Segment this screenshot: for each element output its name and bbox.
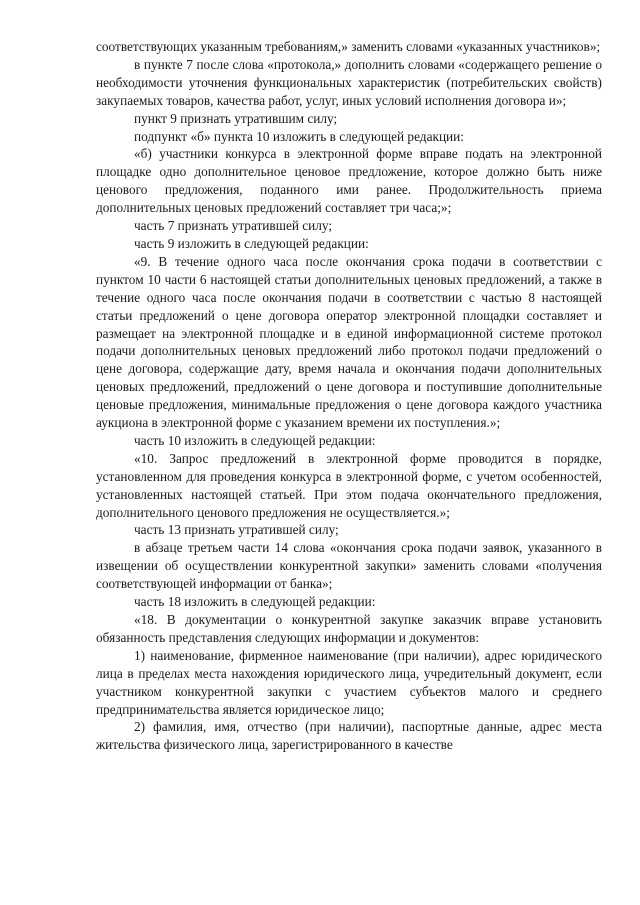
paragraph: «18. В документации о конкурентной закупке заказчик вправе установить обязанность представления следующих информации и документов:	[96, 612, 602, 645]
paragraph: подпункт «б» пункта 10 изложить в следующей редакции:	[134, 128, 464, 144]
paragraph: «10. Запрос предложений в электронной форме проводится в порядке, установленном для проведения конкурса в электронной форме, с учетом особенностей, установленных настоящей статьей. При этом подача окончательного предложения, дополнительного ценового предложения не осуществляется.»;	[96, 450, 602, 520]
document-body	[96, 38, 602, 754]
paragraph: часть 7 признать утратившей силу;	[134, 218, 333, 234]
paragraph: пункт 9 признать утратившим силу;	[134, 110, 338, 126]
paragraph: «б) участники конкурса в электронной форме вправе подать на электронной площадке одно дополнительное ценовое предложение, которое должно быть ниже ценового предложения, поданного ими ранее. Продолжительность приема дополнительных ценовых предложений составляет три часа;»;	[96, 146, 602, 216]
paragraph: в пункте 7 после слова «протокола,» дополнить словами «содержащего решение о необходимости уточнения функциональных характеристик (потребительских свойств) закупаемых товаров, качества работ, услуг, иных условий исполнения договора и»;	[96, 56, 602, 108]
paragraph: часть 9 изложить в следующей редакции:	[134, 235, 369, 251]
paragraph: «9. В течение одного часа после окончания срока подачи в соответствии с пунктом 10 части 6 настоящей статьи дополнительных ценовых предложений, а также в течение одного часа после окончания подачи в соответствии с частью 8 настоящей статьи предложений о цене договора оператор электронной площадки составляет и размещает на электронной площадке и в единой информационной системе протокол подачи дополнительных ценовых предложений либо протокол подачи предложений о цене договора, содержащие дату, время начала и окончания подачи дополнительных ценовых предложений, предложений о цене договора и поступившие дополнительные ценовые предложения, минимальные предложения о цене договора каждого участника аукциона в электронной форме с указанием времени их поступления.»;	[96, 253, 602, 431]
paragraph: часть 18 изложить в следующей редакции:	[134, 594, 376, 610]
paragraph: 1) наименование, фирменное наименование (при наличии), адрес юридического лица в пределах места нахождения юридического лица, учредительный документ, если участником конкурентной закупки с участием субъектов малого и среднего предпринимательства является юридическое лицо;	[96, 647, 602, 717]
paragraph: 2) фамилия, имя, отчество (при наличии), паспортные данные, адрес места жительства физического лица, зарегистрированного в качестве	[96, 719, 602, 753]
paragraph: соответствующих указанным требованиям,» заменить словами «указанных участников»;	[96, 39, 601, 54]
paragraph: часть 13 признать утратившей силу;	[134, 522, 339, 538]
paragraph: часть 10 изложить в следующей редакции:	[134, 432, 376, 448]
paragraph: в абзаце третьем части 14 слова «окончания срока подачи заявок, указанного в извещении об осуществлении конкурентной закупки» заменить словами «получения соответствующей информации от банка»;	[96, 540, 602, 592]
